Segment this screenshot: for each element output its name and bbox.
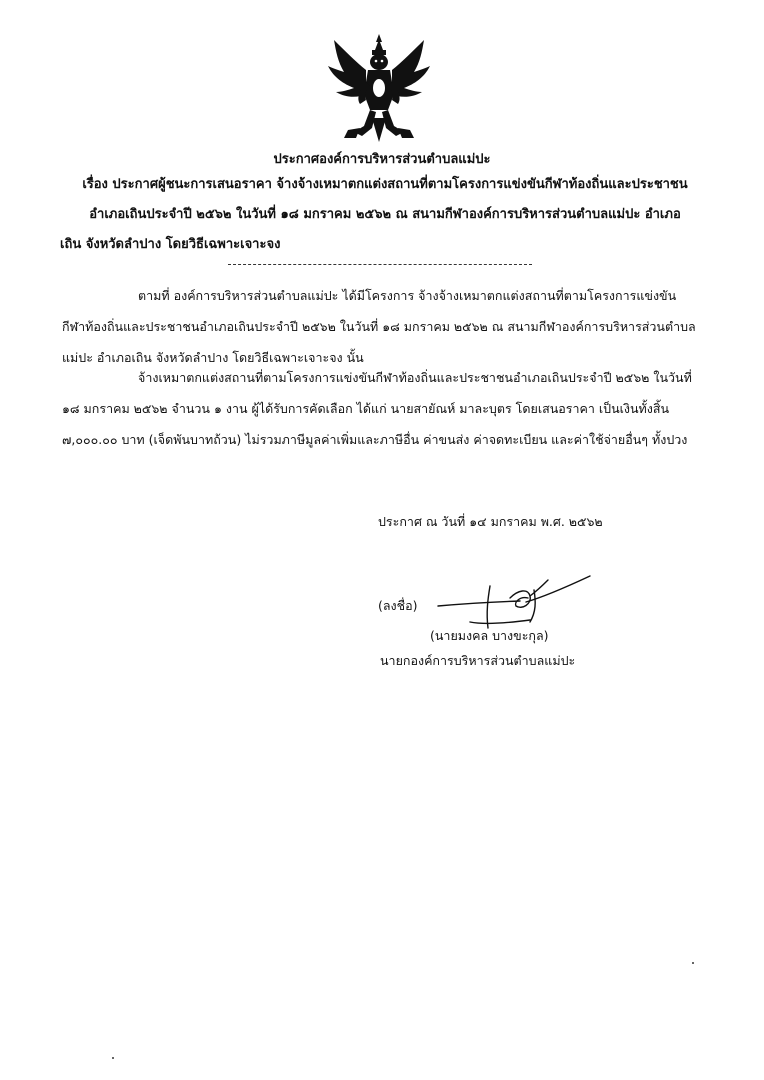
signature-label: (ลงชื่อ) [378, 598, 418, 613]
paragraph-2-text: จ้างเหมาตกแต่งสถานที่ตามโครงการแข่งขันกีฬาท้องถิ่นและประชาชนอำเภอเถินประจำปี ๒๕๖๒ ในวันที่ ๑๘ มกราคม ๒๕๖๒ จำนวน ๑ งาน ผู้ได้รับการคัดเลือก ได้แก่ นายสายัณห์ มาละบุตร โดยเสนอราคา เป็นเงินทั้งสิ้น ๗,๐๐๐.๐๐ บาท (เจ็ดพันบาทถ้วน) ไม่รวมภาษีมูลค่าเพิ่มและภาษีอื่น ค่าขนส่ง ค่าจดทะเบียน และค่าใช้จ่ายอื่นๆ ทั้งปวง [62, 370, 692, 447]
scan-speck [692, 962, 694, 964]
subject-line-2: อำเภอเถินประจำปี ๒๕๖๒ ในวันที่ ๑๘ มกราคม ๒๕๖๒ ณ สนามกีฬาองค์การบริหารส่วนตำบลแม่ปะ อำเภอ [89, 207, 681, 222]
signer-name: (นายมงคล บางขะกุล) [430, 628, 549, 643]
dashed-divider [228, 264, 532, 265]
body-paragraph-1 [62, 280, 696, 373]
subject-line-1: เรื่อง ประกาศผู้ชนะการเสนอราคา จ้างจ้างเหมาตกแต่งสถานที่ตามโครงการแข่งขันกีฬาท้องถิ่นและประชาชน [82, 177, 688, 192]
signer-position: นายกองค์การบริหารส่วนตำบลแม่ปะ [380, 653, 576, 668]
body-paragraph-2 [62, 362, 696, 455]
scan-speck [112, 1057, 114, 1059]
paragraph-1-text: ตามที่ องค์การบริหารส่วนตำบลแม่ปะ ได้มีโครงการ จ้างจ้างเหมาตกแต่งสถานที่ตามโครงการแข่งขันกีฬาท้องถิ่นและประชาชนอำเภอเถินประจำปี ๒๕๖๒ ในวันที่ ๑๘ มกราคม ๒๕๖๒ ณ สนามกีฬาองค์การบริหารส่วนตำบลแม่ปะ อำเภอเถิน จังหวัดลำปาง โดยวิธีเฉพาะเจาะจง นั้น [62, 288, 696, 365]
document-subject [60, 170, 710, 260]
document-title: ประกาศองค์การบริหารส่วนตำบลแม่ปะ [273, 152, 491, 167]
announcement-date: ประกาศ ณ วันที่ ๑๔ มกราคม พ.ศ. ๒๕๖๒ [378, 514, 603, 529]
subject-line-3: เถิน จังหวัดลำปาง โดยวิธีเฉพาะเจาะจง [60, 237, 281, 252]
garuda-emblem-icon [326, 32, 432, 144]
